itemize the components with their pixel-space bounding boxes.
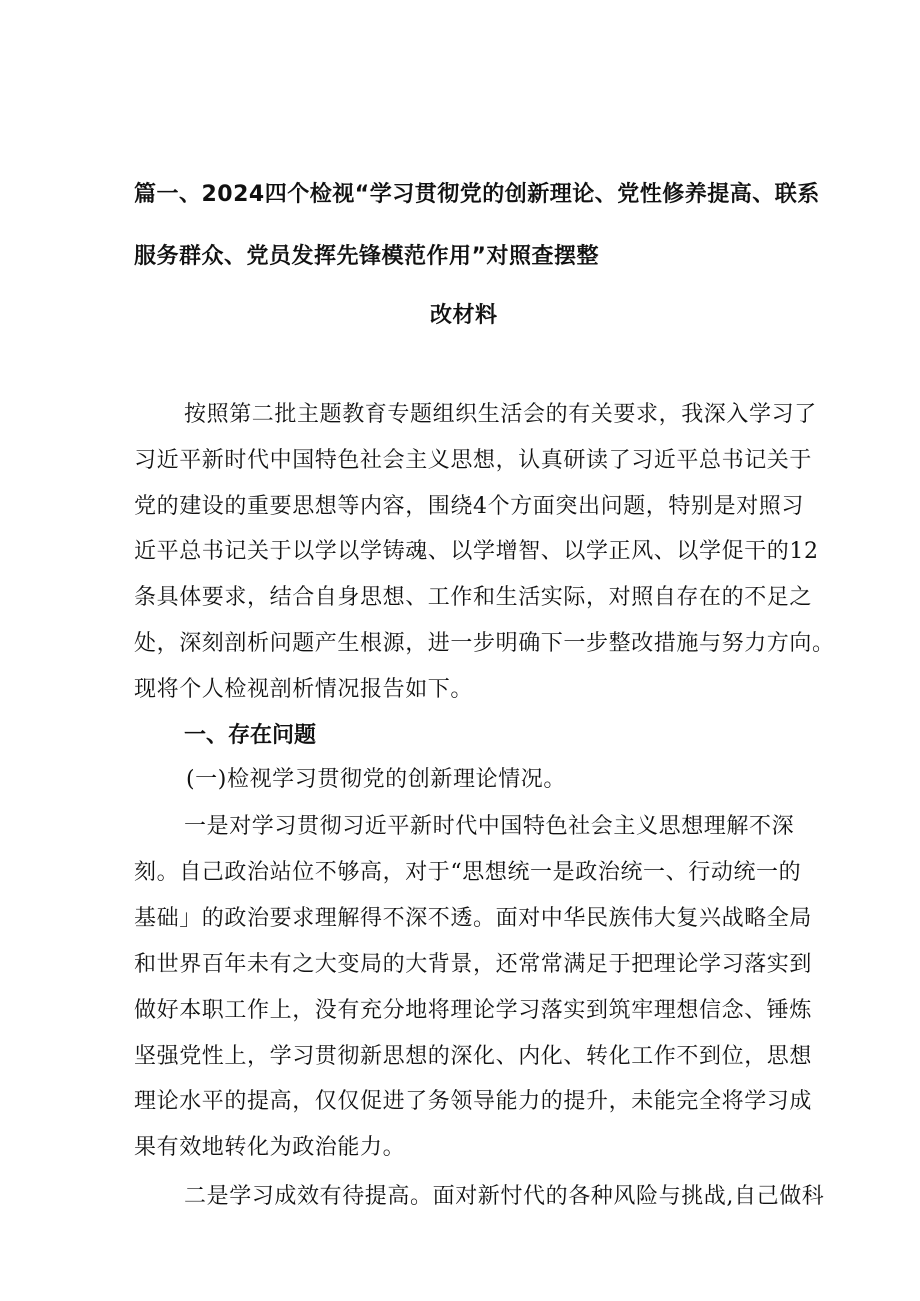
- paragraph-line: 坚强党性上，学习贯彻新思想的深化、内化、转化工作不到位，思想: [134, 1044, 813, 1069]
- intro-line: 习近平新时代中国特色社会主义思想，认真研读了习近平总书记关于: [134, 448, 813, 473]
- intro-line: 党的建设的重要思想等内容，围绕4个方面突出问题，特别是对照习: [134, 494, 804, 519]
- intro-line: 现将个人检视剖析情况报告如下。: [134, 677, 474, 702]
- paragraph-line: 二是学习成效有待提高。面对新忖代的各种风险与挑战,自己做科: [184, 1184, 825, 1209]
- paragraph-line: 和世界百年未有之大变局的大背景，还常常满足于把理论学习落实到: [134, 952, 813, 977]
- intro-line: 近平总书记关于以学以学铸魂、以学增智、以学正风、以学促干的12: [134, 539, 819, 564]
- paragraph-line: 做好本职工作上，没有充分地将理论学习落实到筑牢理想信念、锤炼: [134, 998, 813, 1023]
- subsection-heading: (一)检视学习贯彻党的创新理论情况。: [186, 767, 566, 792]
- intro-line: 按照第二批主题教育专题组织生活会的有关要求，我深入学习了: [184, 402, 817, 427]
- intro-line: 条具体要求，结合自身思想、工作和生活实际，对照自存在的不足之: [134, 585, 813, 610]
- document-title-line-2: 服务群众、党员发挥先锋模范作用”对照查摆整: [134, 244, 599, 269]
- paragraph-line: 一是对学习贯彻习近平新时代中国特色社会主义思想理解不深: [184, 814, 795, 839]
- document-title-line-3: 改材料: [430, 303, 498, 328]
- section-heading: 一、存在问题: [184, 723, 317, 748]
- paragraph-line: 刻。自己政治站位不够高，对于“思想统一是政治统一、行动统一的: [134, 860, 802, 885]
- paragraph-line: 理论水平的提高，仅仅促进了务领导能力的提升，未能完全将学习成: [134, 1089, 813, 1114]
- paragraph-line: 果有效地转化为政治能力。: [134, 1135, 406, 1160]
- intro-line: 处，深刻剖析问题产生根源，进一步明确下一步整改措施与努力方向。: [134, 631, 835, 656]
- document-title-line-1: 篇一、2024四个检视“学习贯彻党的创新理论、党性修养提高、联系: [134, 182, 820, 207]
- paragraph-line: 基础」的政治要求理解得不深不透。面对中华民族伟大复兴战略全局: [134, 906, 813, 931]
